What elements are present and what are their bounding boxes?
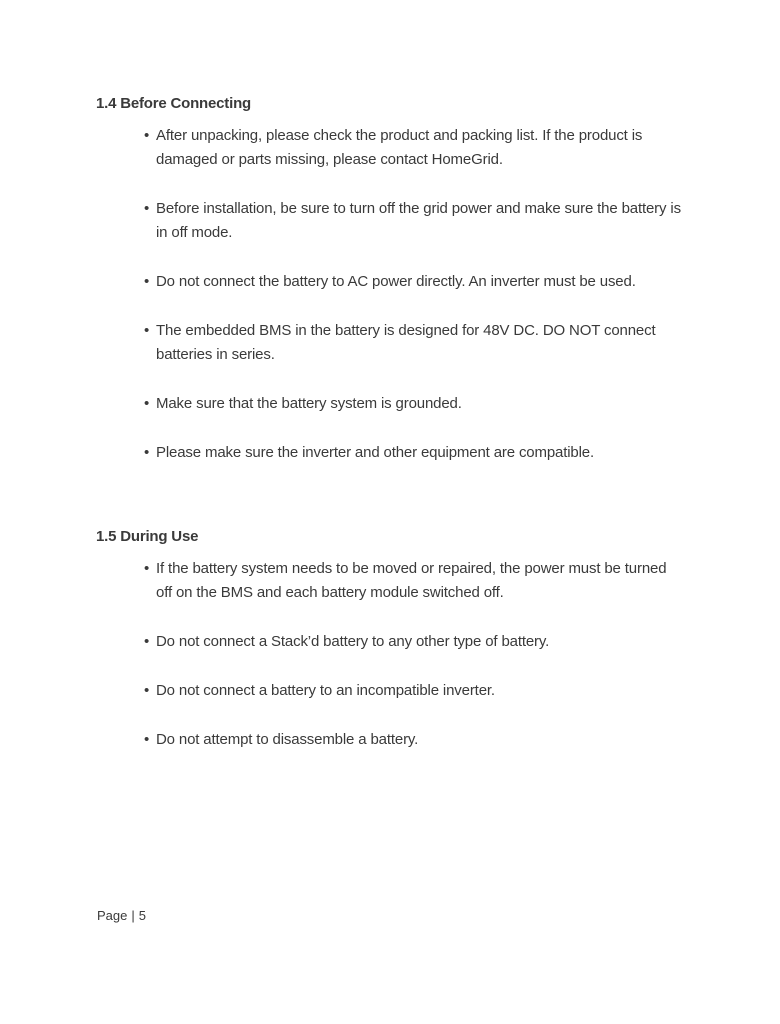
list-item xyxy=(143,557,683,605)
bullet-icon: • xyxy=(144,560,150,577)
list-item xyxy=(143,319,683,367)
list-item-text: Do not connect the battery to AC power directly. An inverter must be used. xyxy=(156,273,636,290)
list-item-text: Do not attempt to disassemble a battery. xyxy=(156,731,419,748)
during-use-list xyxy=(143,557,683,777)
bullet-icon: • xyxy=(144,444,150,461)
bullet-icon: • xyxy=(144,127,150,144)
section-heading-before-connecting: 1.4 Before Connecting xyxy=(96,95,251,112)
list-item xyxy=(143,392,683,416)
list-item xyxy=(143,679,683,703)
bullet-icon: • xyxy=(144,273,150,290)
bullet-icon: • xyxy=(144,200,150,217)
list-item xyxy=(143,124,683,172)
page-separator: | xyxy=(131,908,135,923)
list-item-text: The embedded BMS in the battery is designed for 48V DC. DO NOT connect batteries in series. xyxy=(156,322,656,363)
list-item xyxy=(143,441,683,465)
list-item-text: If the battery system needs to be moved or repaired, the power must be turned off on the BMS and each battery module switched off. xyxy=(156,560,667,601)
bullet-icon: • xyxy=(144,731,150,748)
list-item xyxy=(143,197,683,245)
page-footer xyxy=(97,908,146,923)
page-number: 5 xyxy=(138,908,146,923)
list-item xyxy=(143,728,683,752)
list-item xyxy=(143,630,683,654)
bullet-icon: • xyxy=(144,395,150,412)
list-item-text: Make sure that the battery system is grounded. xyxy=(156,395,462,412)
bullet-icon: • xyxy=(144,682,150,699)
list-item-text: Do not connect a Stack’d battery to any other type of battery. xyxy=(156,633,550,650)
bullet-icon: • xyxy=(144,322,150,339)
list-item-text: Do not connect a battery to an incompatible inverter. xyxy=(156,682,495,699)
bullet-icon: • xyxy=(144,633,150,650)
list-item-text: Please make sure the inverter and other equipment are compatible. xyxy=(156,444,595,461)
list-item-text: Before installation, be sure to turn off the grid power and make sure the battery is in off mode. xyxy=(156,200,681,241)
section-heading-during-use: 1.5 During Use xyxy=(96,528,199,545)
page-label: Page xyxy=(97,908,128,923)
list-item xyxy=(143,270,683,294)
list-item-text: After unpacking, please check the product and packing list. If the product is damaged or parts missing, please contact HomeGrid. xyxy=(156,127,643,168)
before-connecting-list xyxy=(143,124,683,490)
